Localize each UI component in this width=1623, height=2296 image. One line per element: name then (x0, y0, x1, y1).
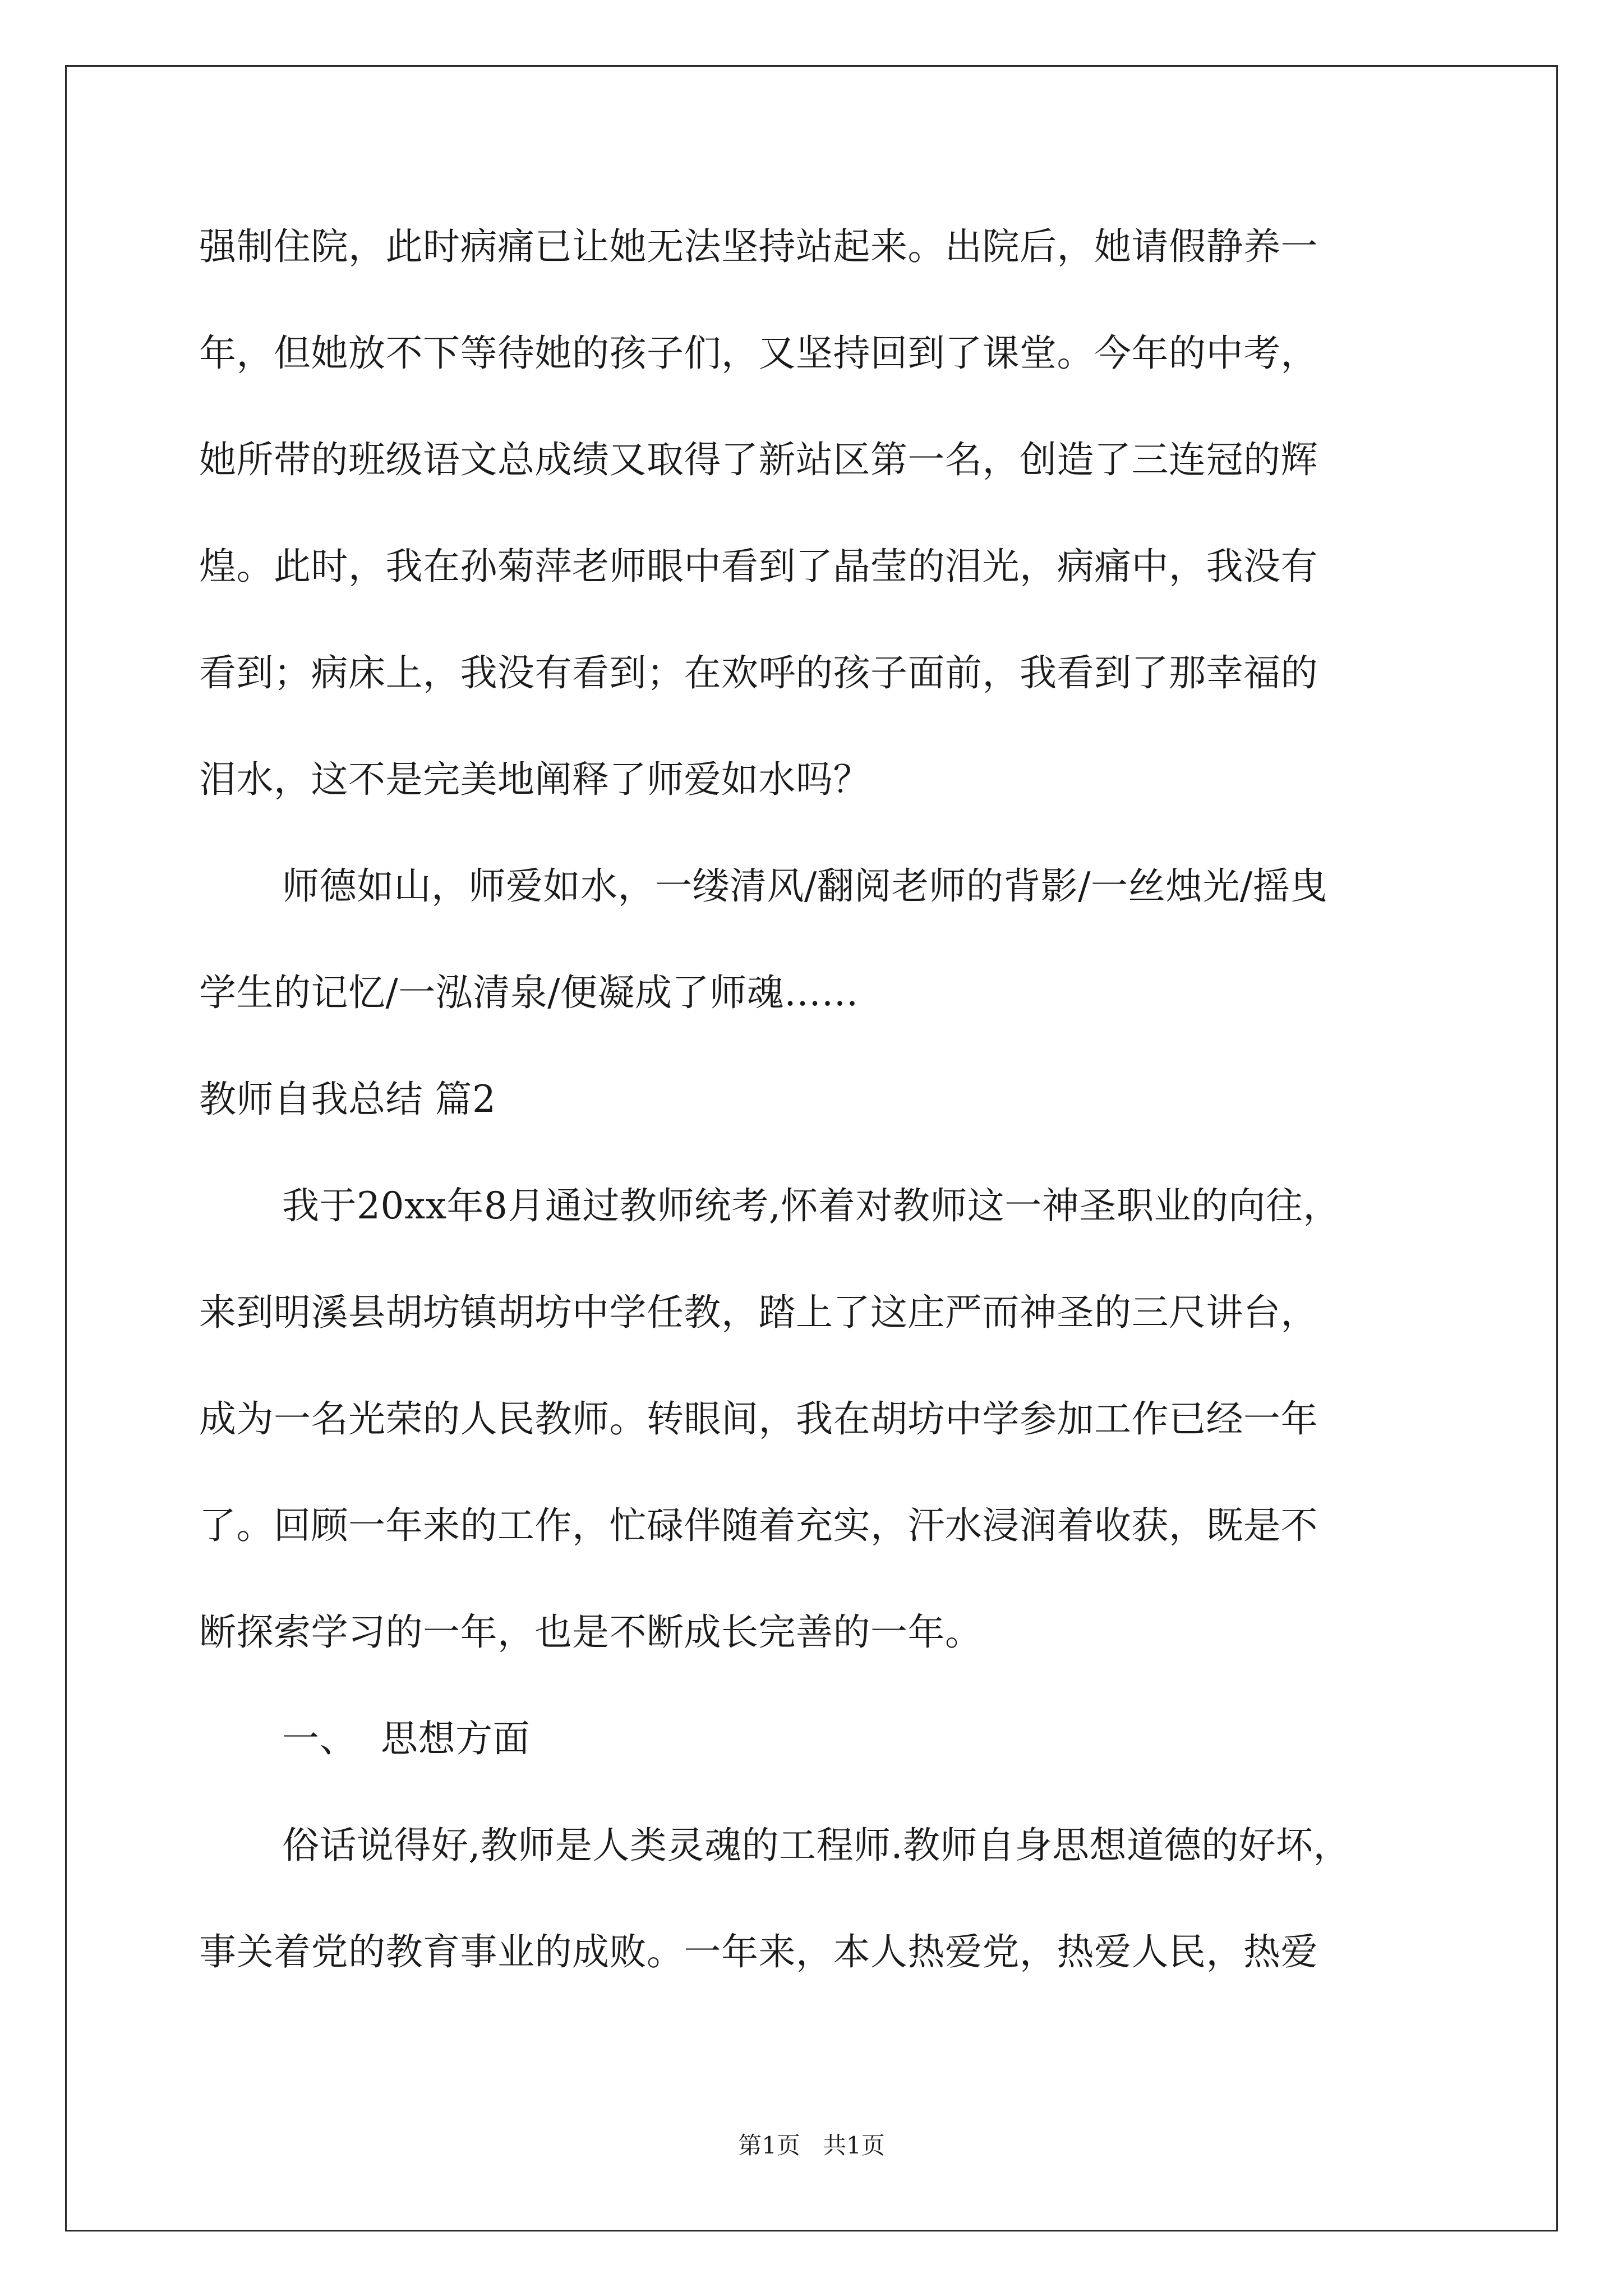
page-number: 第1页 共1页 (738, 2132, 885, 2159)
text-line: 俗话说得好,教师是人类灵魂的工程师.教师自身思想道德的好坏， (282, 1824, 1350, 1867)
text-line: 她所带的班级语文总成绩又取得了新站区第一名，创造了三连冠的辉 (199, 438, 1318, 481)
section-title: 教师自我总结 篇2 (199, 1078, 496, 1121)
text-line: 我于20xx年8月通过教师统考,怀着对教师这一神圣职业的向往， (282, 1184, 1340, 1227)
text-line: 煌。此时，我在孙菊萍老师眼中看到了晶莹的泪光，病痛中，我没有 (199, 545, 1318, 588)
page-border (65, 65, 1558, 2231)
text-line: 事关着党的教育事业的成败。一年来，本人热爱党，热爱人民，热爱 (199, 1930, 1318, 1973)
text-line: 看到；病床上，我没有看到；在欢呼的孩子面前，我看到了那幸福的 (199, 651, 1318, 694)
text-line: 断探索学习的一年，也是不断成长完善的一年。 (199, 1611, 983, 1654)
text-line: 了。回顾一年来的工作，忙碌伴随着充实，汗水浸润着收获，既是不 (199, 1504, 1318, 1547)
text-line: 成为一名光荣的人民教师。转眼间，我在胡坊中学参加工作已经一年 (199, 1397, 1318, 1441)
text-line: 年，但她放不下等待她的孩子们，又坚持回到了课堂。今年的中考， (199, 332, 1318, 375)
text-line: 泪水，这不是完美地阐释了师爱如水吗？ (199, 758, 870, 801)
text-line: 强制住院，此时病痛已让她无法坚持站起来。出院后，她请假静养一 (199, 225, 1318, 268)
text-line: 学生的记忆/一泓清泉/便凝成了师魂…… (199, 971, 859, 1014)
section-heading: 一、 思想方面 (282, 1717, 530, 1760)
text-line: 来到明溪县胡坊镇胡坊中学任教，踏上了这庄严而神圣的三尺讲台， (199, 1291, 1318, 1334)
text-line: 师德如山，师爱如水，一缕清风/翻阅老师的背影/一丝烛光/摇曳 (282, 864, 1327, 908)
